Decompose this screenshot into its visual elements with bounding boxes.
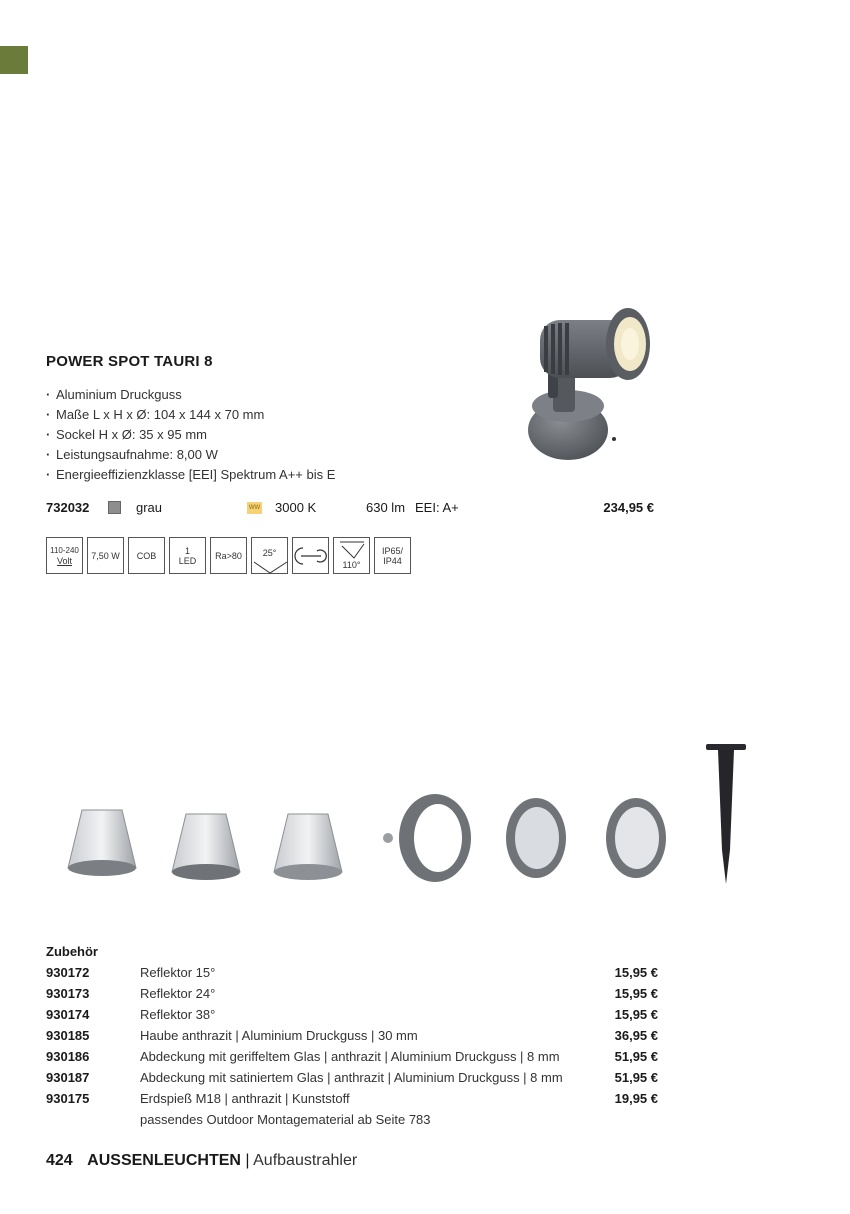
ip-rating-top: IP65/ bbox=[381, 545, 403, 556]
accessory-description: Haube anthrazit | Aluminium Druckguss | 30 mm bbox=[140, 1028, 418, 1043]
ip-rating-icon bbox=[374, 537, 411, 574]
section-title: AUSSENLEUCHTEN bbox=[87, 1152, 241, 1169]
product-title: POWER SPOT TAURI 8 bbox=[46, 353, 213, 370]
mounting-note: passendes Outdoor Montagematerial ab Seite 783 bbox=[140, 1112, 431, 1127]
accessory-description: Abdeckung mit geriffeltem Glas | anthrazit | Aluminium Druckguss | 8 mm bbox=[140, 1049, 560, 1064]
tilt-angle-value: 110° bbox=[342, 560, 361, 570]
accessory-price: 51,95 € bbox=[614, 1070, 658, 1085]
accessory-number: 930186 bbox=[46, 1049, 90, 1064]
ground-spike-image bbox=[706, 744, 746, 884]
feature-icons bbox=[46, 537, 411, 574]
led-icon bbox=[169, 537, 206, 574]
accessory-description: Reflektor 24° bbox=[140, 986, 216, 1001]
color-temperature: 3000 K bbox=[275, 500, 317, 515]
feature-item: · Maße L x H x Ø: 104 x 144 x 70 mm bbox=[46, 405, 335, 425]
page-footer bbox=[46, 1152, 357, 1170]
footer-separator: | bbox=[245, 1152, 250, 1169]
hood-image bbox=[383, 794, 471, 882]
accessory-number: 930173 bbox=[46, 986, 90, 1001]
accessories-list bbox=[46, 964, 658, 1111]
accessory-number: 930187 bbox=[46, 1070, 90, 1085]
accessory-price: 51,95 € bbox=[614, 1049, 658, 1064]
product-features bbox=[46, 385, 335, 485]
voltage-range: 110-240 bbox=[50, 545, 79, 555]
color-name: grau bbox=[136, 500, 163, 515]
ip-rating-bottom: IP44 bbox=[383, 555, 402, 566]
color-swatch bbox=[108, 501, 121, 514]
list-item bbox=[46, 985, 658, 1006]
accessory-price: 19,95 € bbox=[614, 1091, 658, 1106]
cover-satin-glass-image bbox=[606, 798, 666, 878]
product-image bbox=[518, 298, 663, 468]
ra-icon: Ra>80 bbox=[210, 537, 247, 574]
accessory-number: 930185 bbox=[46, 1028, 90, 1043]
cover-ribbed-glass-image bbox=[506, 798, 566, 878]
list-item bbox=[46, 964, 658, 985]
list-item bbox=[46, 1048, 658, 1069]
accessory-number: 930175 bbox=[46, 1091, 90, 1106]
accessory-price: 15,95 € bbox=[614, 965, 658, 980]
rotate-icon bbox=[292, 537, 329, 574]
feature-item: · Leistungsaufnahme: 8,00 W bbox=[46, 445, 335, 465]
beam-angle-value: 25° bbox=[262, 547, 277, 558]
list-item bbox=[46, 1090, 658, 1111]
page-number: 424 bbox=[46, 1152, 73, 1169]
accessory-number: 930172 bbox=[46, 965, 90, 980]
led-count: 1 bbox=[184, 545, 190, 556]
reflector-15-image bbox=[68, 810, 136, 876]
accessory-description: Reflektor 15° bbox=[140, 965, 216, 980]
chapter-tab bbox=[0, 46, 28, 74]
warm-white-icon: WW bbox=[247, 502, 262, 514]
tilt-icon bbox=[333, 537, 370, 574]
accessory-description: Reflektor 38° bbox=[140, 1007, 216, 1022]
voltage-unit: Volt bbox=[56, 555, 72, 566]
power-icon: 7,50 W bbox=[87, 537, 124, 574]
led-label: LED bbox=[178, 555, 197, 566]
article-price: 234,95 € bbox=[603, 500, 654, 515]
cob-icon: COB bbox=[128, 537, 165, 574]
feature-item: · Sockel H x Ø: 35 x 95 mm bbox=[46, 425, 335, 445]
reflector-38-image bbox=[274, 814, 342, 880]
accessory-price: 15,95 € bbox=[614, 986, 658, 1001]
accessory-description: Abdeckung mit satiniertem Glas | anthrazit | Aluminium Druckguss | 8 mm bbox=[140, 1070, 563, 1085]
list-item bbox=[46, 1069, 658, 1090]
reflector-24-image bbox=[172, 814, 240, 880]
voltage-icon bbox=[46, 537, 83, 574]
feature-item: · Aluminium Druckguss bbox=[46, 385, 335, 405]
beam-angle-icon bbox=[251, 537, 288, 574]
accessory-images bbox=[60, 740, 780, 890]
article-number: 732032 bbox=[46, 500, 90, 515]
energy-class: EEI: A+ bbox=[415, 500, 459, 515]
list-item bbox=[46, 1027, 658, 1048]
accessory-price: 36,95 € bbox=[614, 1028, 658, 1043]
accessory-number: 930174 bbox=[46, 1007, 90, 1022]
subsection-title: Aufbaustrahler bbox=[253, 1152, 358, 1169]
accessories-heading: Zubehör bbox=[46, 944, 98, 959]
accessory-price: 15,95 € bbox=[614, 1007, 658, 1022]
list-item bbox=[46, 1006, 658, 1027]
luminous-flux: 630 lm bbox=[366, 500, 406, 515]
accessory-description: Erdspieß M18 | anthrazit | Kunststoff bbox=[140, 1091, 350, 1106]
feature-item: · Energieeffizienzklasse [EEI] Spektrum A++ bis E bbox=[46, 465, 335, 485]
